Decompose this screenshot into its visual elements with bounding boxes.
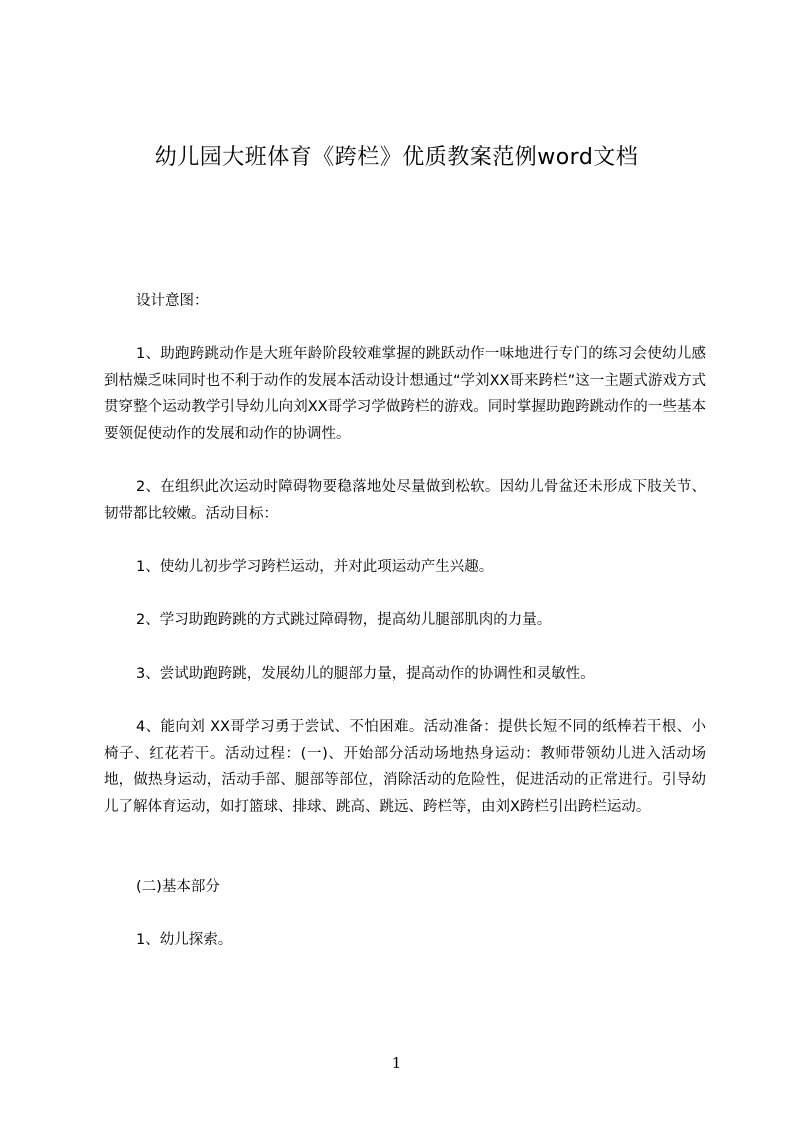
paragraph-goal-1: 1、使幼儿初步学习跨栏运动，并对此项运动产生兴趣。 (136, 559, 494, 575)
page-number: 1 (391, 1054, 402, 1072)
paragraph-design-intent-heading: 设计意图： (136, 293, 209, 309)
paragraph-basic-part-heading: (二)基本部分 (136, 879, 220, 895)
paragraph-goal-4: 4、能向刘 XX哥学习勇于尝试、不怕困难。活动准备：提供长短不同的纸棒若干根、小椅子、红花若干。活动过程：(一)、开始部分活动场地热身运动：教师带领幼儿进入活动场地，做热身运动，活动手部、腿部等部位，消除活动的危险性，促进活动的正常进行。引导幼儿了解体育运动，如打篮球、排球、跳高、跳远、跨栏等，由刘X跨栏引出跨栏运动。 (104, 719, 706, 815)
paragraph-design-point-1: 1、助跑跨跳动作是大班年龄阶段较难掌握的跳跃动作一味地进行专门的练习会使幼儿感到枯燥乏味同时也不利于动作的发展本活动设计想通过“学刘XX哥来跨栏”这一主题式游戏方式贯穿整个运动教学引导幼儿向刘XX哥学习学做跨栏的游戏。同时掌握助跑跨跳动作的一些基本要领促使动作的发展和动作的协调性。 (104, 346, 706, 442)
document-title: 幼儿园大班体育《跨栏》优质教案范例word文档 (154, 145, 639, 170)
paragraph-goal-2: 2、学习助跑跨跳的方式跳过障碍物，提高幼儿腿部肌肉的力量。 (136, 612, 552, 628)
paragraph-design-point-2: 2、在组织此次运动时障碍物要稳落地处尽量做到松软。因幼儿骨盆还未形成下肢关节、韧带都比较嫩。活动目标： (104, 479, 706, 522)
paragraph-child-exploration: 1、幼儿探索。 (136, 932, 233, 948)
paragraph-goal-3: 3、尝试助跑跨跳，发展幼儿的腿部力量，提高动作的协调性和灵敏性。 (136, 666, 595, 682)
